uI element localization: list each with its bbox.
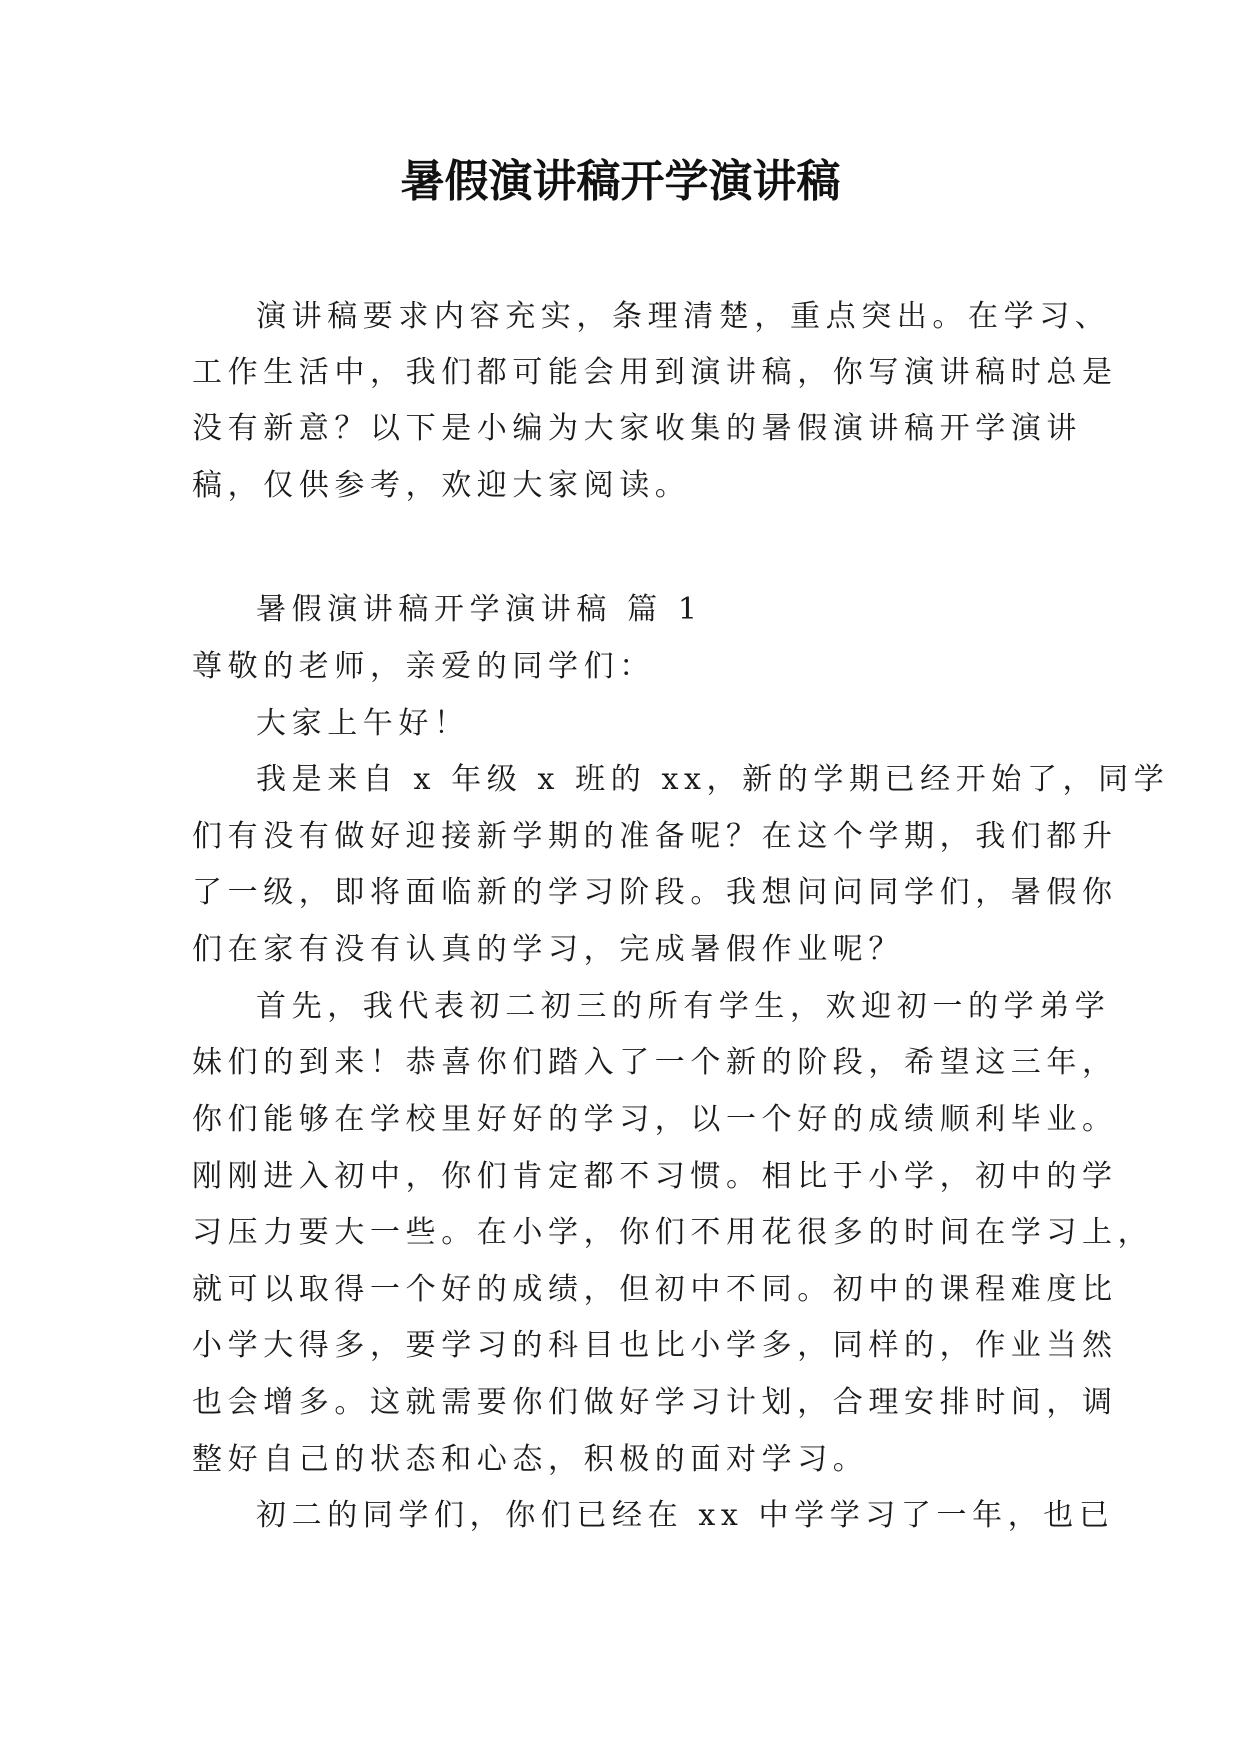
paragraph-line: 首先，我代表初二初三的所有学生，欢迎初一的学弟学 bbox=[256, 989, 1111, 1024]
paragraph-line: 初二的同学们，你们已经在 xx 中学学习了一年，也已 bbox=[256, 1498, 1115, 1533]
intro-line: 稿，仅供参考，欢迎大家阅读。 bbox=[192, 468, 691, 503]
paragraph-line: 整好自己的状态和心态，积极的面对学习。 bbox=[192, 1442, 869, 1477]
paragraph-line: 你们能够在学校里好好的学习，以一个好的成绩顺利毕业。 bbox=[192, 1102, 1118, 1137]
paragraph-line: 们有没有做好迎接新学期的准备呢？在这个学期，我们都升 bbox=[192, 819, 1118, 854]
paragraph-line: 我是来自 x 年级 x 班的 xx，新的学期已经开始了，同学 bbox=[256, 762, 1170, 797]
intro-line: 演讲稿要求内容充实，条理清楚，重点突出。在学习、 bbox=[256, 299, 1111, 334]
paragraph-line: 妹们的到来！恭喜你们踏入了一个新的阶段，希望这三年， bbox=[192, 1045, 1118, 1080]
salutation: 尊敬的老师，亲爱的同学们： bbox=[192, 649, 655, 684]
paragraph-line: 小学大得多，要学习的科目也比小学多，同样的，作业当然 bbox=[192, 1328, 1118, 1363]
paragraph-line: 刚刚进入初中，你们肯定都不习惯。相比于小学，初中的学 bbox=[192, 1159, 1118, 1194]
paragraph-line: 就可以取得一个好的成绩，但初中不同。初中的课程难度比 bbox=[192, 1272, 1118, 1307]
paragraph-line: 了一级，即将面临新的学习阶段。我想问问同学们，暑假你 bbox=[192, 875, 1118, 910]
section-heading: 暑假演讲稿开学演讲稿 篇 1 bbox=[256, 592, 703, 627]
intro-line: 没有新意？以下是小编为大家收集的暑假演讲稿开学演讲 bbox=[192, 411, 1082, 446]
document-title: 暑假演讲稿开学演讲稿 bbox=[400, 156, 841, 207]
intro-line: 工作生活中，我们都可能会用到演讲稿，你写演讲稿时总是 bbox=[192, 355, 1118, 390]
paragraph-line: 习压力要大一些。在小学，你们不用花很多的时间在学习上， bbox=[192, 1215, 1154, 1250]
greeting: 大家上午好！ bbox=[256, 706, 470, 741]
paragraph-line: 也会增多。这就需要你们做好学习计划，合理安排时间，调 bbox=[192, 1385, 1118, 1420]
paragraph-line: 们在家有没有认真的学习，完成暑假作业呢？ bbox=[192, 932, 904, 967]
